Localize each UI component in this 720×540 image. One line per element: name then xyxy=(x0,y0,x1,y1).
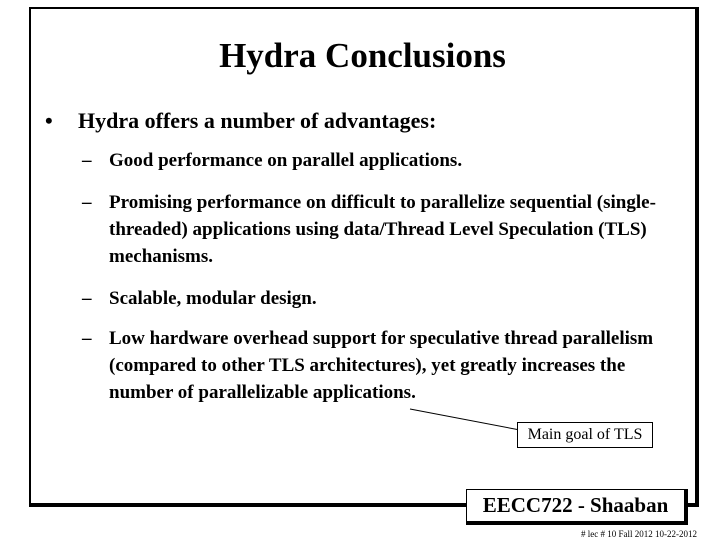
slide-title: Hydra Conclusions xyxy=(219,36,506,75)
sub-item-text: Scalable, modular design. xyxy=(109,288,317,309)
main-bullet xyxy=(45,108,436,134)
sub-item-text: Promising performance on difficult to parallelize sequential (single-threaded) applications using data/Thread Level Speculation (TLS) mechanisms. xyxy=(109,192,656,267)
sub-item xyxy=(82,285,682,312)
sub-item-text: Good performance on parallel applications. xyxy=(109,150,463,171)
main-bullet-text: Hydra offers a number of advantages: xyxy=(78,108,437,133)
footer-lecture-info: # lec # 10 Fall 2012 10-22-2012 xyxy=(581,529,697,539)
footer-course-box: EECC722 - Shaaban xyxy=(466,489,688,525)
dash-marker: – xyxy=(82,328,92,349)
bullet-marker: • xyxy=(45,108,53,133)
dash-marker: – xyxy=(82,288,92,309)
annotation-box: Main goal of TLS xyxy=(517,422,653,448)
dash-marker: – xyxy=(82,150,92,171)
sub-item xyxy=(82,147,682,174)
sub-item xyxy=(82,325,682,406)
sub-item xyxy=(82,189,682,270)
dash-marker: – xyxy=(82,192,92,213)
sub-item-text: Low hardware overhead support for speculative thread parallelism (compared to other TLS architectures), yet greatly increases the number of parallelizable applications. xyxy=(109,328,654,403)
